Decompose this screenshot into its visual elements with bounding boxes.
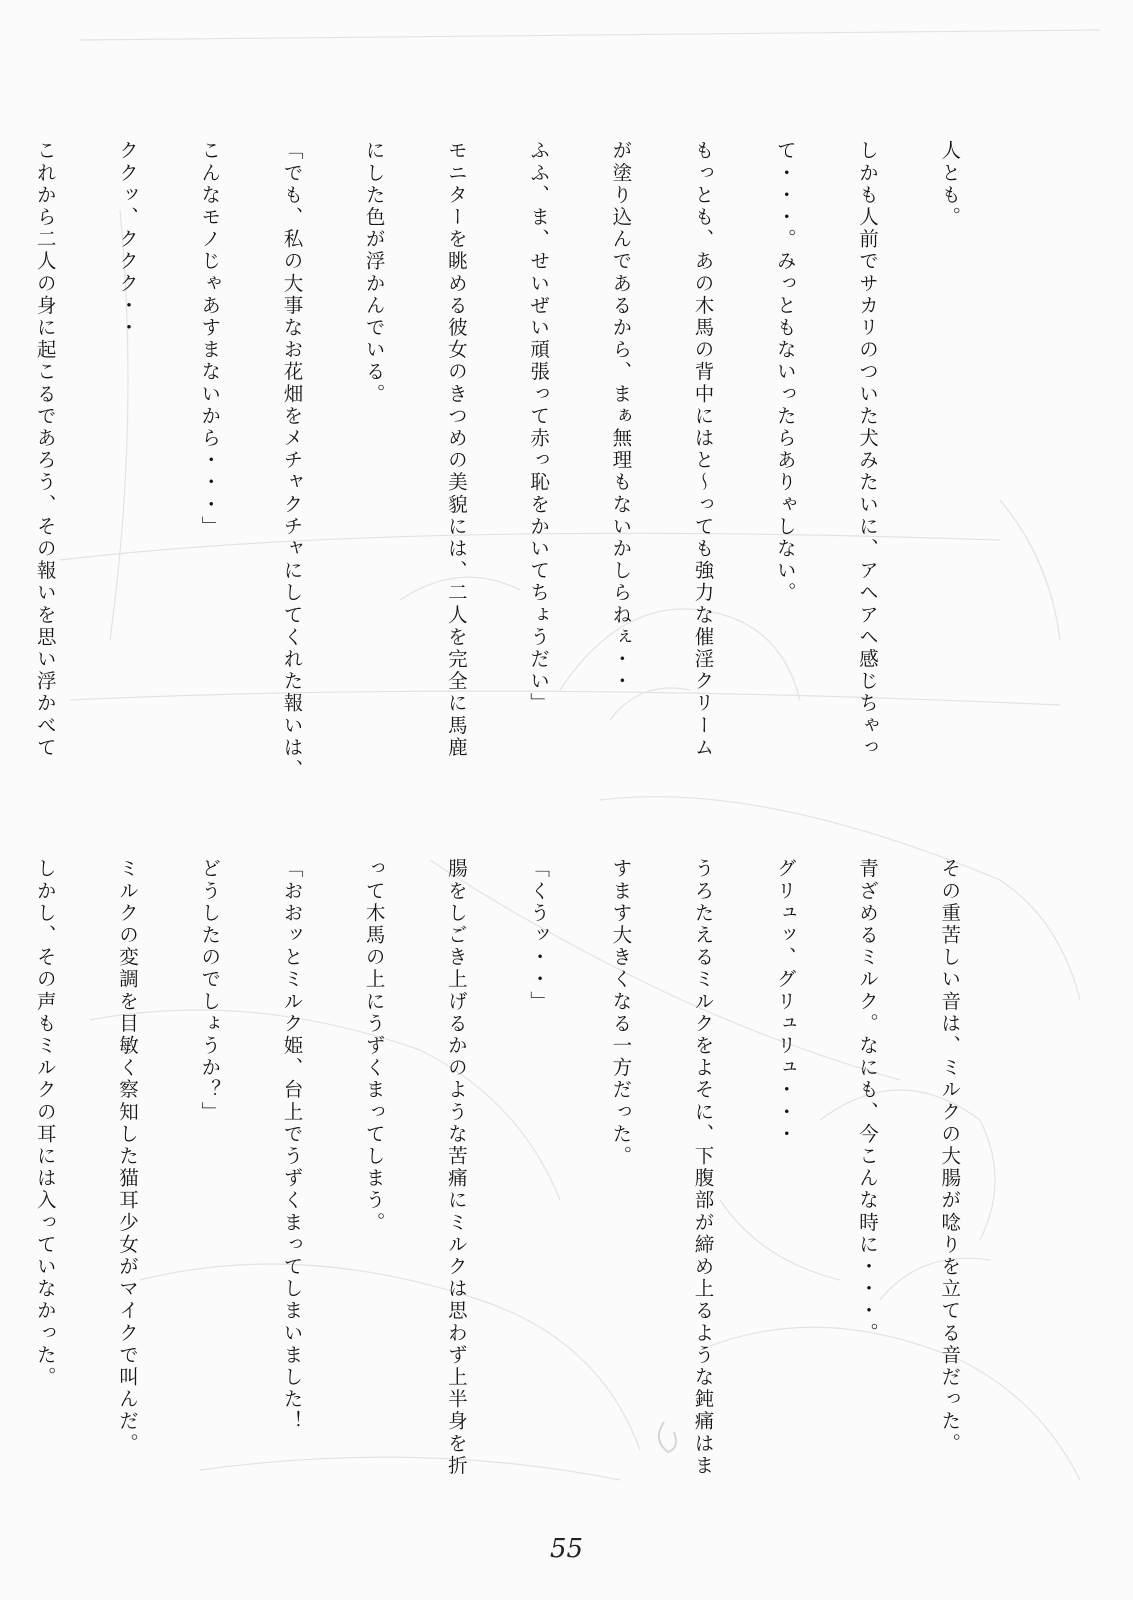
text-line: どうしたのでしょうか？」: [198, 858, 222, 1124]
text-line: これから二人の身に起こるであろう、その報いを思い浮かべて: [33, 140, 57, 759]
text-line: ふふ、ま、せいぜい頑張って赤っ恥をかいてちょうだい」: [527, 140, 551, 715]
text-line: 「おおッとミルク姫、台上でうずくまってしまいました！: [280, 858, 304, 1433]
text-line: 青ざめるミルク。なにも、今こんな時に・・・。: [855, 858, 879, 1345]
page-number: 55: [549, 1534, 584, 1564]
text-line: すます大きくなる一方だった。: [609, 858, 633, 1168]
text-block-bottom: [33, 858, 1018, 1498]
text-line: その重苦しい音は、ミルクの大腸が唸りを立てる音だった。: [938, 858, 962, 1455]
text-line: 「くうッ・・」: [527, 858, 551, 1013]
text-line: って木馬の上にうずくまってしまう。: [362, 858, 386, 1234]
text-line: もっとも、あの木馬の背中にはと～っても強力な催淫クリーム: [691, 140, 715, 759]
text-line: が塗り込んであるから、まぁ無理もないかしらねぇ・・: [609, 140, 633, 693]
text-block-top: [33, 140, 1018, 795]
text-line: グリュッ、グリュリュ・・・: [773, 858, 797, 1146]
text-line: 「でも、私の大事なお花畑をメチャクチャにしてくれた報いは、: [280, 140, 304, 781]
text-line: ククッ、ククク・・: [116, 140, 139, 339]
text-line: 人とも。: [938, 140, 962, 229]
text-line: モニターを眺める彼女のきつめの美貌には、二人を完全に馬鹿: [444, 140, 468, 759]
text-line: しかし、その声もミルクの耳には入っていなかった。: [33, 858, 57, 1389]
text-line: こんなモノじゃあすまないから・・・」: [198, 140, 222, 538]
text-line: にした色が浮かんでいる。: [362, 140, 386, 406]
text-line: ミルクの変調を目敏く察知した猫耳少女がマイクで叫んだ。: [116, 858, 139, 1455]
text-line: 腸をしごき上げるかのような苦痛にミルクは思わず上半身を折: [444, 858, 468, 1477]
text-line: しかも人前でサカリのついた犬みたいに、アヘアヘ感じちゃっ: [855, 140, 879, 759]
text-line: て・・・。みっともないったらありゃしない。: [773, 140, 797, 605]
text-line: うろたえるミルクをよそに、下腹部が締め上るような鈍痛はま: [691, 858, 715, 1477]
